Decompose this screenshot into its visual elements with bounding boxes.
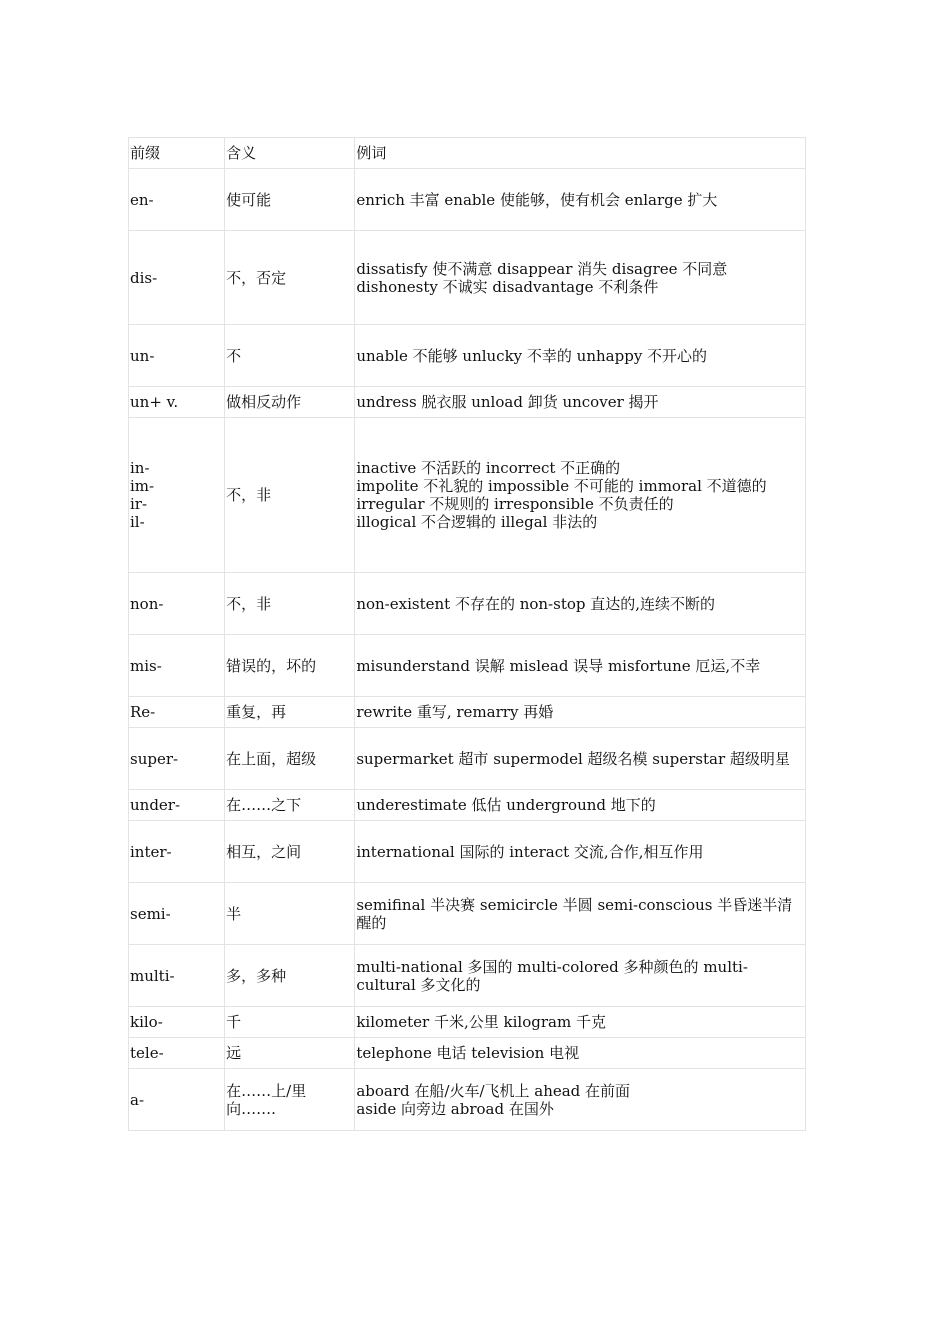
prefix-cell: non- (129, 573, 225, 635)
prefix-cell: a- (129, 1069, 225, 1131)
header-meaning: 含义 (225, 138, 355, 169)
prefix-cell: Re- (129, 697, 225, 728)
examples-cell: non-existent 不存在的 non-stop 直达的,连续不断的 (355, 573, 806, 635)
meaning-cell: 远 (225, 1038, 355, 1069)
table-header-row (129, 138, 806, 169)
table-row (129, 883, 806, 945)
prefix-cell: un+ v. (129, 387, 225, 418)
meaning-cell: 重复，再 (225, 697, 355, 728)
meaning-cell: 错误的，坏的 (225, 635, 355, 697)
examples-cell: underestimate 低估 underground 地下的 (355, 790, 806, 821)
prefix-cell: en- (129, 169, 225, 231)
meaning-cell: 多，多种 (225, 945, 355, 1007)
table-row (129, 697, 806, 728)
meaning-cell: 千 (225, 1007, 355, 1038)
prefix-cell: un- (129, 325, 225, 387)
header-prefix: 前缀 (129, 138, 225, 169)
prefix-cell: inter- (129, 821, 225, 883)
meaning-cell: 不，非 (225, 573, 355, 635)
table-row (129, 169, 806, 231)
table-row (129, 790, 806, 821)
table-row (129, 1069, 806, 1131)
prefix-cell: kilo- (129, 1007, 225, 1038)
prefix-table (128, 137, 806, 1131)
examples-cell: inactive 不活跃的 incorrect 不正确的 impolite 不礼貌的 impossible 不可能的 immoral 不道德的 irregular 不规则的 irresponsible 不负责任的 illogical 不合逻辑的 illegal 非法的 (355, 418, 806, 573)
examples-cell: misunderstand 误解 mislead 误导 misfortune 厄运,不幸 (355, 635, 806, 697)
examples-cell: unable 不能够 unlucky 不幸的 unhappy 不开心的 (355, 325, 806, 387)
examples-cell: rewrite 重写, remarry 再婚 (355, 697, 806, 728)
meaning-cell: 不 (225, 325, 355, 387)
examples-cell: aboard 在船/火车/飞机上 ahead 在前面 aside 向旁边 abroad 在国外 (355, 1069, 806, 1131)
table-row (129, 821, 806, 883)
examples-cell: undress 脱衣服 unload 卸货 uncover 揭开 (355, 387, 806, 418)
meaning-cell: 半 (225, 883, 355, 945)
table-row (129, 325, 806, 387)
table-row (129, 387, 806, 418)
examples-cell: multi-national 多国的 multi-colored 多种颜色的 multi-cultural 多文化的 (355, 945, 806, 1007)
prefix-cell: mis- (129, 635, 225, 697)
header-examples: 例词 (355, 138, 806, 169)
prefix-cell: under- (129, 790, 225, 821)
table-row (129, 231, 806, 325)
meaning-cell: 不，非 (225, 418, 355, 573)
meaning-cell: 相互，之间 (225, 821, 355, 883)
table-row (129, 418, 806, 573)
prefix-cell: semi- (129, 883, 225, 945)
examples-cell: semifinal 半决赛 semicircle 半圆 semi-conscious 半昏迷半清醒的 (355, 883, 806, 945)
table-row (129, 635, 806, 697)
table-row (129, 1007, 806, 1038)
table-row (129, 1038, 806, 1069)
table-row (129, 945, 806, 1007)
examples-cell: kilometer 千米,公里 kilogram 千克 (355, 1007, 806, 1038)
examples-cell: international 国际的 interact 交流,合作,相互作用 (355, 821, 806, 883)
meaning-cell: 在……之下 (225, 790, 355, 821)
examples-cell: dissatisfy 使不满意 disappear 消失 disagree 不同意 dishonesty 不诚实 disadvantage 不利条件 (355, 231, 806, 325)
meaning-cell: 在……上/里 向……. (225, 1069, 355, 1131)
prefix-cell: tele- (129, 1038, 225, 1069)
table-row (129, 573, 806, 635)
prefix-cell: dis- (129, 231, 225, 325)
meaning-cell: 使可能 (225, 169, 355, 231)
prefix-cell: multi- (129, 945, 225, 1007)
examples-cell: enrich 丰富 enable 使能够，使有机会 enlarge 扩大 (355, 169, 806, 231)
table-row (129, 728, 806, 790)
examples-cell: telephone 电话 television 电视 (355, 1038, 806, 1069)
meaning-cell: 做相反动作 (225, 387, 355, 418)
examples-cell: supermarket 超市 supermodel 超级名模 superstar 超级明星 (355, 728, 806, 790)
meaning-cell: 在上面，超级 (225, 728, 355, 790)
prefix-cell: in- im- ir- il- (129, 418, 225, 573)
meaning-cell: 不，否定 (225, 231, 355, 325)
prefix-cell: super- (129, 728, 225, 790)
